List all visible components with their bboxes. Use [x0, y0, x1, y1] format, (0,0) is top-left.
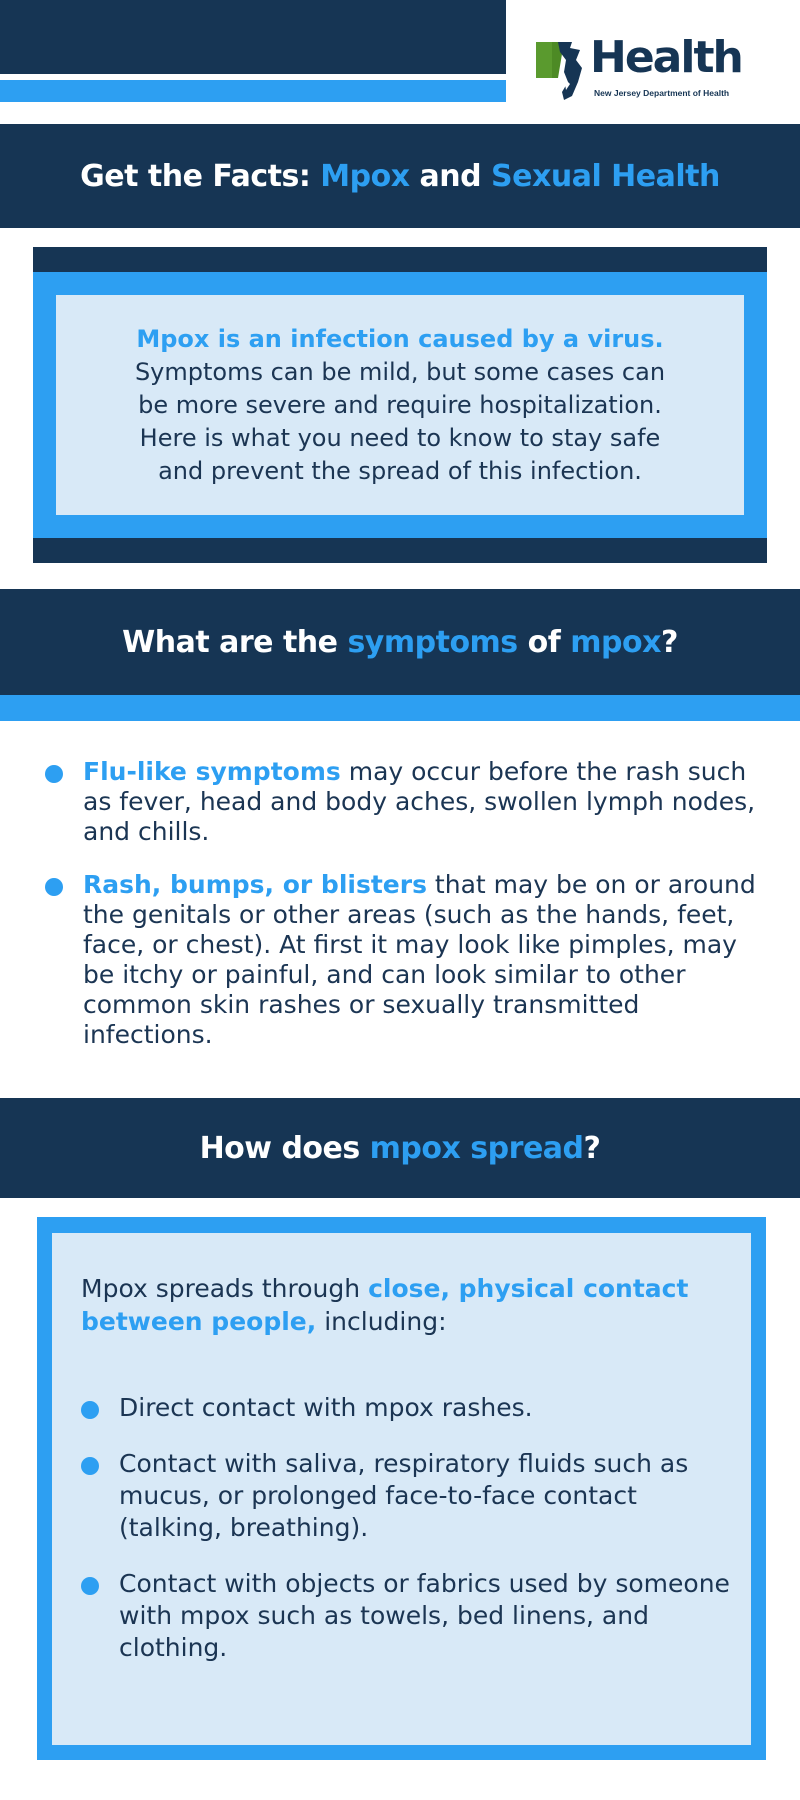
bullet-dot-icon [81, 1401, 99, 1419]
symptoms-heading: What are the symptoms of mpox? [122, 624, 678, 660]
list-item: Direct contact with mpox rashes. [81, 1392, 731, 1424]
spread-heading: How does mpox spread? [199, 1130, 601, 1166]
intro-line: Here is what you need to know to stay safe [139, 423, 661, 452]
bullet-dot-icon [81, 1457, 99, 1475]
spread-heading-band [0, 1098, 800, 1198]
list-item: Flu-like symptoms may occur before the rash such as fever, head and body aches, swollen lymph nodes, and chills. [45, 757, 765, 847]
symptoms-heading-band [0, 589, 800, 695]
bullet-dot-icon [81, 1577, 99, 1595]
list-item: Rash, bumps, or blisters that may be on or around the genitals or other areas (such as the hands, feet, face, or chest). At first it may look like pimples, may be itchy or painful, and can look similar to other common skin rashes or sexually transmitted infections. [45, 870, 765, 1050]
logo-wordmark: Health [590, 32, 742, 83]
intro-box [56, 295, 744, 515]
list-item: Contact with objects or fabrics used by someone with mpox such as towels, bed linens, and clothing. [81, 1568, 731, 1664]
symptoms-list [45, 757, 765, 1073]
nj-health-logo [534, 32, 776, 108]
intro-line: be more severe and require hospitalization. [138, 390, 662, 419]
nj-state-icon [534, 38, 594, 104]
spread-list [81, 1392, 731, 1688]
list-item: Contact with saliva, respiratory fluids such as mucus, or prolonged face-to-face contact (talking, breathing). [81, 1448, 731, 1544]
symptoms-blue-strip [0, 695, 800, 721]
intro-line: Symptoms can be mild, but some cases can [134, 357, 666, 386]
bullet-dot-icon [45, 765, 63, 783]
top-blue-bar [0, 80, 506, 102]
intro-line: and prevent the spread of this infection. [158, 456, 642, 485]
bullet-dot-icon [45, 878, 63, 896]
page-title: Get the Facts: Mpox and Sexual Health [80, 158, 720, 194]
spread-intro-text: Mpox spreads through close, physical contact between people, including: [81, 1274, 689, 1336]
page-title-band [0, 124, 800, 228]
intro-lead: Mpox is an infection caused by a virus. [136, 324, 664, 353]
logo-subtitle: New Jersey Department of Health [594, 88, 730, 98]
top-navy-bar [0, 0, 506, 74]
